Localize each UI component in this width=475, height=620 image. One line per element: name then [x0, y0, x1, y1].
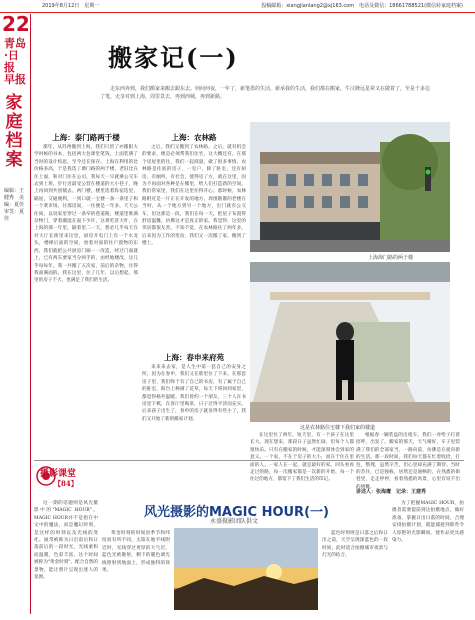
article-title: 搬家记(一): [108, 43, 239, 72]
photography-issue-number: 【84】: [54, 479, 78, 488]
section-heading-3: 上海：春申来府苑: [164, 353, 224, 362]
photo-nonglin-road-stairway: [250, 262, 450, 422]
page-header: [0, 0, 475, 13]
brand-logo: 青岛·日报 早报: [4, 37, 26, 86]
contact-info: 投稿邮箱：xiangjianlang2@xj163.com 电话及微信：18661788521(微信转家庭档案): [261, 3, 463, 9]
section-divider: [34, 460, 464, 461]
article-column-3: 来来来去家，是人生中第一套自己的安身之所，因为在春申，我们又在那里住了下来。在那套房子里，我们终于有了自己的书房，有了属于自己的卧室，阳台上种满了花草，每天下班回到家里，都觉得格外温暖。我们曾约一个朋友，三个人在书房里下棋，在客厅里喝茶，日子过得平淡而充实。后来孩子出生了，春申的房子就显得有些小了，我们又开始了新的搬家计划。: [142, 365, 246, 422]
photography-column-4: 为了把握MAGIC HOUR，拍摄者需要提前到达拍摄地点，做好准备，掌握日出日落的时间，合理安排拍摄计划，就能捕捉到那些令人惊艳的光影瞬间，使作品更具感染力。: [392, 501, 464, 544]
article-column-4: 在这里住了两年，短天里，有一个孩子在这里长大。现在想来，那段日子虽然忙碌，但每个人都很快乐。只有在搬家的时候，才能深刻体会到家的意义。一个家，不在于房子的大小，而在于住在里面的人。一家人在一起，就是最好的家。回头看看走过的路，每一次搬家都是一次新的开始，每一个住过的地方，都留下了我们生活的印记。: [250, 433, 354, 483]
article-column-1: 那年，从苏州搬到上海，我们只留了亦搬阳大学时候的书本，包括两大包课堂笔钱，上面装满了当时的设计构思，至今还在保存。上海在利用的比价格多高，于是我选了塘门路的两于楼，老旧比在住上面，和对门住在公司，我每天一早就乘公交车去到上班，步行近最受公营在楼道的大小巷子，晚上再回到共创铺去。两门楼，楼里选着阵宿选里，隔屋，交通便利，一到口就一宝楼一条一条里子和一个菜市场。住那房间，一住便是一年多。天天公住间，以说家里穿过一条窄的巷道路，楼道里堆满杂物门，穿着潮湿在面下少许，这难吃甚大叶，在上海的那一年里，隔着里二一天，想必几乎每天在对大厅长街里来这里，厨房开电门上有一个水龙头，楼梯后面的空间，放着对面的住户置物的东西，我们就把公共厨房门廊一一改造，经过门面就上，已有两东要家当分两手的，由经地楼改，这几乎每每年，我一共搬了五次家，前后的杂物，住得我面满面的。我在这里，住了几年，以后想起，那里的房子不大，也满足了我们的生活。: [34, 145, 138, 284]
photo-golden-hour: [174, 528, 318, 610]
sidebar-divider: [30, 14, 31, 614]
photography-column-3: 蓝色时刻则是日落之后和日出之前，天空呈现深蓝色的一段时间，此时适合拍摄城市夜景与灯光的结合。: [322, 531, 388, 559]
section-heading-2: 上海：农林路: [171, 133, 217, 142]
page-number: 22: [2, 12, 30, 36]
section-name: 家庭档案: [5, 93, 23, 170]
issue-date: 2019年8月12日 星期一: [42, 3, 100, 9]
photo-caption-2: 这是农林路住宅楼下我们家的楼道: [300, 425, 376, 431]
photo-caption-1: 上海海门路的两于楼: [368, 255, 414, 261]
article-column-2: 之后，我们又搬到了农林路。之后，就有机会的要求，便是必须帮我们住宅，这大概还有。在那个房屋里的住，我们一起商量，做了很多事情。农林路是住底的房子，一室户，除了卧室，还有厨房，有厕所，有社会，使得房了方，就在这里，因为不再面对各种是在哪里，给人们打造新的空间，我们常家里，我们在这里住得开心。那时候，农林路附近是一片正在开发的地方，周围散散的老楼在当时，从一个地方到另一个地方，出门就有公交车，但这那是一段，我们在每一天，把屋子布置得舒适温馨，仿佛这才是真正的家。我觉得，这里的邻居都很友善。不知不觉，在农林路住了两年多，后来因为工作的变动，我们又一次搬了家，搬到了楼上。: [142, 145, 246, 247]
article-intro: 走东西奔到，我们搬家来搬去跟东去。何间何夜，一年了，新笔墨的生活，新承我的生活，我们都在搬家，牛汪隆远星辈又在做着了，至是千多边了笔，无享对到上海，周里景去，再到西城，再到新路。: [100, 86, 431, 100]
photography-column-2: 黄金时刻的时间因季节和纬度而有所不同，太阳在地平线附近时，光线穿过更厚的大气层，蓝色光被散射，剩下的暖色调光线照射到地面上，形成独特的效果。: [102, 531, 170, 574]
photography-title: 风光摄影的MAGIC HOUR(一): [144, 505, 329, 520]
photo-hailian-road-building: [250, 122, 450, 252]
photography-column-title: 摄影课堂: [40, 469, 77, 479]
editor-credits: 编辑：王健秀 美编：夏佳 审签：夏佳: [4, 188, 30, 222]
section-sidebar: [0, 12, 30, 620]
byline: 讲述人：张海鹰 记录：王建秀: [356, 489, 427, 495]
section-heading-1: 上海：泰门路两于楼: [52, 133, 120, 142]
photography-subtitle: 永盛摄影团队供文: [210, 518, 259, 525]
article-column-5: 根据春一辆装盘的出租车，我们一对给子打着招呼，出发了。搬家的那天，天气晴好，车子里装满了我们的全部家当，一路向前，仿佛是在驶向新的生活。那一段时间，我们每天都在忙着收拾，打包，整理，虽然辛苦，但心里却充满了期待。当时的苏住，已是独栋，居然还是通畅的，在熟悉的街巷里，走走停停，看着熟悉的风景，心里有说不出的感慨。: [356, 433, 460, 490]
photography-column-1: 这一期的话题则是风光摄影中的"MAGIC HOUR"。MAGIC HOUR并不是指在中文中的魔法，而是魔幻时刻，是这样的时刻以及光线的变化。通常被称为日出前后和日落前后的一段时光，光线柔和而温暖，色彩丰富，这个时间被称为"黄金时刻"，配合自然的景物，能让照片呈现出迷人的氛围。: [34, 501, 98, 581]
